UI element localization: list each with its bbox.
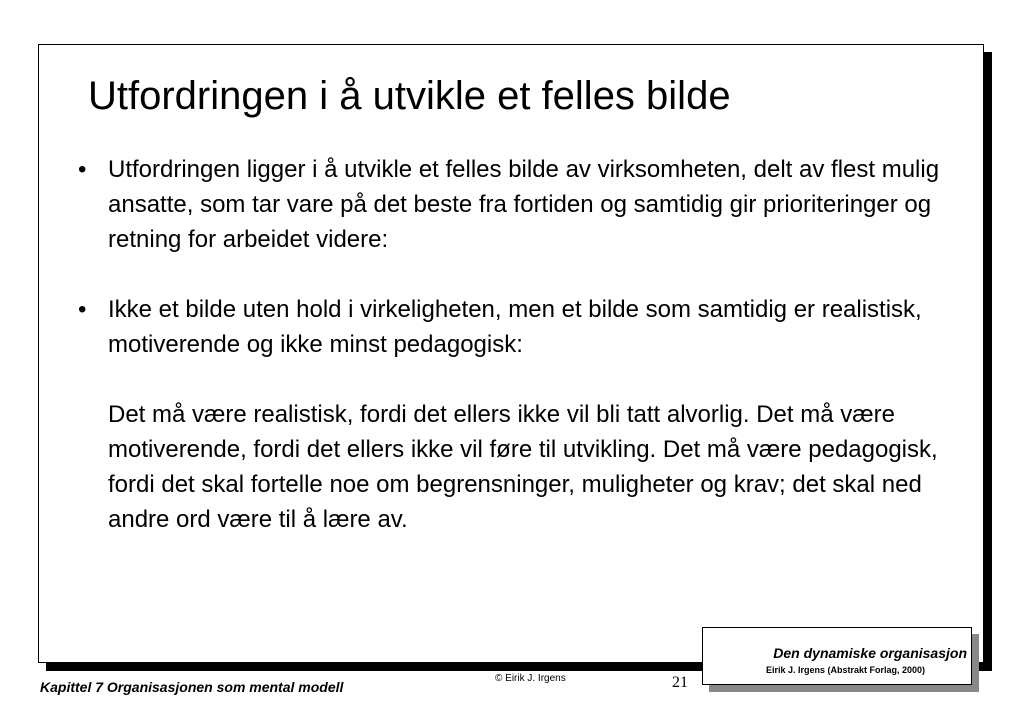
bullet-marker: •: [78, 296, 87, 323]
page-number: 21: [672, 674, 688, 691]
bullet-text: Ikke et bilde uten hold i virkeligheten, men et bilde som samtidig er realistisk, motiverende og ikke minst pedagogisk:: [108, 296, 922, 358]
bullet-item: [78, 292, 958, 537]
book-author: Eirik J. Irgens (Abstrakt Forlag, 2000): [765, 665, 925, 675]
chapter-footer: Kapittel 7 Organisasjonen som mental modell: [40, 679, 344, 695]
copyright-text: © Eirik J. Irgens: [495, 673, 566, 684]
bullet-list: [78, 152, 958, 537]
slide-title: Utfordringen i å utvikle et felles bilde: [88, 74, 731, 118]
bullet-subparagraph: Det må være realistisk, fordi det ellers ikke vil bli tatt alvorlig. Det må være motiverende, fordi det ellers ikke vil føre til utvikling. Det må være pedagogisk, fordi det skal fortelle noe om begrensninger, muligheter og krav; det skal ned andre ord være til å lære av.: [108, 401, 938, 533]
bullet-marker: •: [78, 156, 87, 183]
book-info-box: [702, 627, 972, 685]
bullet-item: [78, 152, 958, 257]
book-title: Den dynamiske organisasjon: [773, 645, 967, 661]
bullet-text: Utfordringen ligger i å utvikle et felles bilde av virksomheten, delt av flest mulig ansatte, som tar vare på det beste fra fortiden og samtidig gir prioriteringer og retning for arbeidet videre:: [108, 156, 940, 253]
